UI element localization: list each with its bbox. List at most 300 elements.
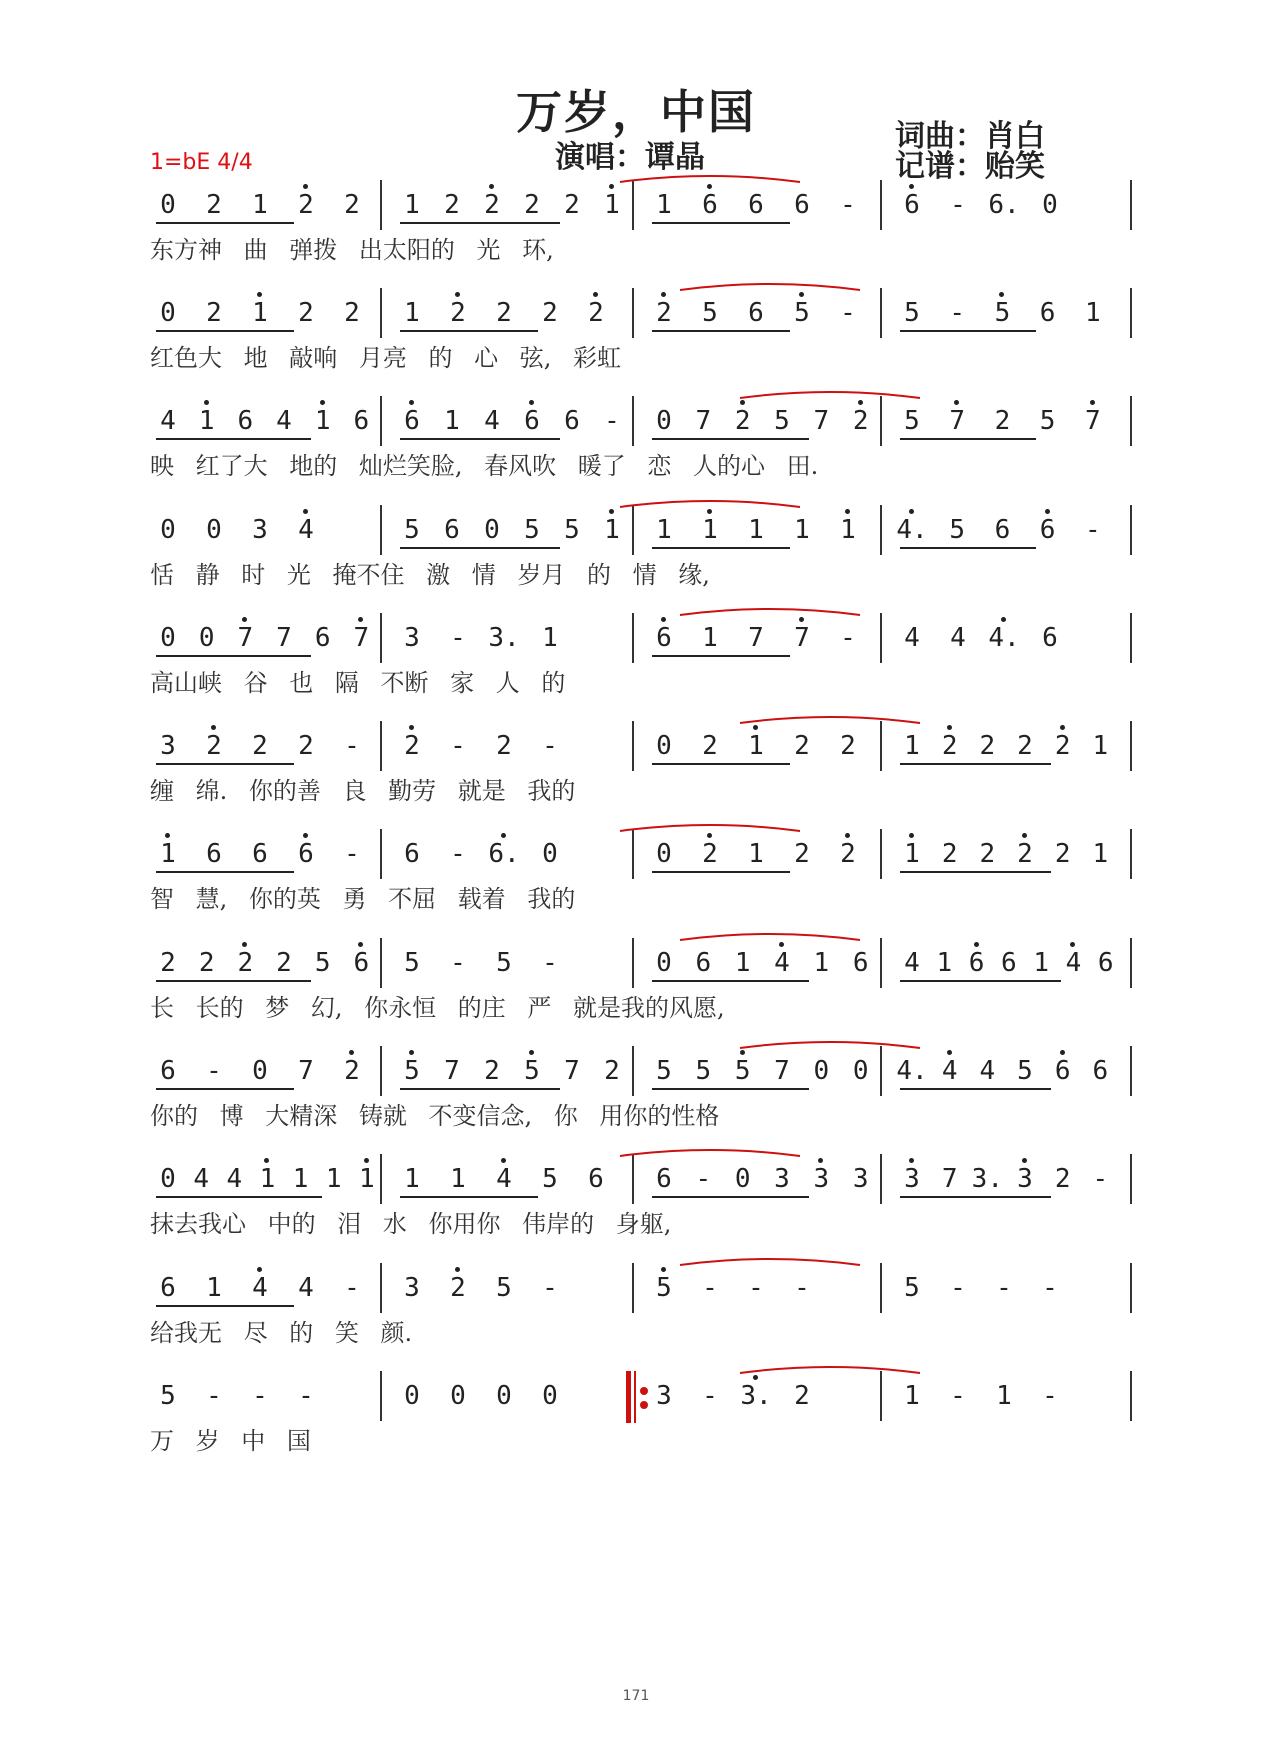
jianpu-note: 2 bbox=[484, 1056, 500, 1086]
jianpu-note: 1 bbox=[656, 515, 672, 545]
jianpu-note: 2 bbox=[524, 190, 540, 220]
jianpu-note: 5 bbox=[656, 1056, 672, 1086]
octave-dot bbox=[501, 1158, 506, 1163]
beam-underline bbox=[652, 1088, 809, 1090]
jianpu-note: 4 bbox=[298, 515, 314, 545]
jianpu-note: 2 bbox=[702, 839, 718, 869]
jianpu-note: 6 bbox=[794, 190, 810, 220]
barline bbox=[632, 505, 634, 555]
jianpu-note: 6 bbox=[748, 298, 764, 328]
jianpu-note: 5 bbox=[524, 515, 540, 545]
jianpu-note: - bbox=[604, 406, 620, 436]
octave-dot bbox=[489, 184, 494, 189]
barline bbox=[632, 938, 634, 988]
slur bbox=[680, 284, 860, 290]
jianpu-note: 3. bbox=[488, 623, 520, 653]
jianpu-note: 5 bbox=[496, 948, 512, 978]
beam-underline bbox=[156, 871, 294, 873]
jianpu-note: - bbox=[949, 298, 966, 328]
jianpu-note: 7 bbox=[794, 623, 810, 653]
lyric-line: 抹去我心 中的 泪 水 你用你 伟岸的 身躯, bbox=[150, 1210, 672, 1238]
jianpu-note: 2 bbox=[979, 839, 996, 869]
slur bbox=[740, 717, 920, 723]
barline bbox=[380, 1371, 382, 1421]
jianpu-note: 6 bbox=[656, 1164, 672, 1194]
barline bbox=[1130, 829, 1132, 879]
jianpu-note: - bbox=[298, 1381, 314, 1411]
beam-underline bbox=[900, 547, 1036, 549]
beam-underline bbox=[156, 980, 311, 982]
octave-dot bbox=[303, 509, 308, 514]
repeat-barline-thin bbox=[634, 1371, 636, 1423]
page-number: 171 bbox=[622, 1688, 650, 1704]
jianpu-note: 5 bbox=[994, 298, 1011, 328]
jianpu-note: 2 bbox=[734, 406, 751, 436]
octave-dot bbox=[753, 725, 758, 730]
jianpu-note: 2 bbox=[588, 298, 604, 328]
jianpu-note: 5 bbox=[1017, 1056, 1033, 1086]
barline bbox=[632, 613, 634, 663]
jianpu-note: 0 bbox=[160, 1164, 176, 1194]
jianpu-note: 0 bbox=[160, 190, 176, 220]
jianpu-note: 3 bbox=[404, 1273, 420, 1303]
beam-underline bbox=[156, 222, 294, 224]
octave-dot bbox=[947, 1050, 952, 1055]
barline bbox=[632, 288, 634, 338]
jianpu-note: 1 bbox=[359, 1164, 375, 1194]
octave-dot bbox=[1001, 617, 1006, 622]
jianpu-note: 6 bbox=[206, 839, 222, 869]
jianpu-note: 2 bbox=[794, 839, 810, 869]
jianpu-note: 6 bbox=[524, 406, 540, 436]
jianpu-note: 1 bbox=[325, 1164, 342, 1194]
jianpu-note: - bbox=[840, 623, 856, 653]
jianpu-note: - bbox=[702, 1381, 718, 1411]
beam-underline bbox=[652, 1196, 809, 1198]
jianpu-note: 2 bbox=[564, 190, 580, 220]
octave-dot bbox=[257, 1267, 262, 1272]
octave-dot bbox=[257, 292, 262, 297]
jianpu-note: 1 bbox=[604, 190, 620, 220]
octave-dot bbox=[358, 942, 363, 947]
lyric-line: 东方神 曲 弹拨 出太阳的 光 环, bbox=[150, 236, 554, 264]
jianpu-note: 2 bbox=[484, 190, 500, 220]
beam-underline bbox=[156, 1196, 322, 1198]
jianpu-note: 7 bbox=[353, 623, 370, 653]
jianpu-note: 4 bbox=[904, 948, 920, 978]
jianpu-note: 6 bbox=[994, 515, 1011, 545]
octave-dot bbox=[242, 942, 247, 947]
jianpu-note: 0 bbox=[656, 406, 672, 436]
jianpu-note: 1 bbox=[794, 515, 810, 545]
jianpu-note: 6 bbox=[656, 623, 672, 653]
barline bbox=[880, 1263, 882, 1313]
octave-dot bbox=[320, 400, 325, 405]
beam-underline bbox=[652, 763, 790, 765]
jianpu-note: 5 bbox=[695, 1056, 712, 1086]
octave-dot bbox=[593, 292, 598, 297]
jianpu-note: 4. bbox=[988, 623, 1020, 653]
jianpu-note: 2 bbox=[840, 731, 856, 761]
jianpu-note: 1 bbox=[936, 948, 953, 978]
octave-dot bbox=[779, 942, 784, 947]
barline bbox=[380, 1046, 382, 1096]
slur bbox=[620, 501, 800, 507]
lyric-line: 红色大 地 敲响 月亮 的 心 弦, 彩虹 bbox=[150, 344, 622, 372]
jianpu-note: 2 bbox=[237, 948, 254, 978]
jianpu-note: 5 bbox=[656, 1273, 672, 1303]
jianpu-note: 6 bbox=[404, 839, 420, 869]
jianpu-note: 1 bbox=[542, 623, 558, 653]
jianpu-note: - bbox=[344, 839, 360, 869]
barline bbox=[1130, 1263, 1132, 1313]
beam-underline bbox=[900, 330, 1036, 332]
jianpu-note: 2 bbox=[994, 406, 1011, 436]
jianpu-note: 1 bbox=[656, 190, 672, 220]
jianpu-note: 0 bbox=[496, 1381, 512, 1411]
jianpu-note: 3 bbox=[852, 1164, 869, 1194]
jianpu-note: 6 bbox=[1001, 948, 1017, 978]
octave-dot bbox=[707, 184, 712, 189]
jianpu-note: 5 bbox=[404, 948, 420, 978]
jianpu-note: 4 bbox=[1065, 948, 1082, 978]
jianpu-note: 3 bbox=[404, 623, 420, 653]
jianpu-note: - bbox=[344, 731, 360, 761]
jianpu-note: 4 bbox=[941, 1056, 958, 1086]
barline bbox=[380, 829, 382, 879]
jianpu-note: 6 bbox=[160, 1273, 176, 1303]
octave-dot bbox=[349, 1050, 354, 1055]
jianpu-note: 1 bbox=[160, 839, 176, 869]
octave-dot bbox=[1022, 833, 1027, 838]
jianpu-note: 5 bbox=[904, 406, 920, 436]
octave-dot bbox=[1090, 400, 1095, 405]
octave-dot bbox=[1045, 509, 1050, 514]
jianpu-note: 6 bbox=[1097, 948, 1114, 978]
slur bbox=[620, 176, 800, 182]
jianpu-note: - bbox=[450, 731, 466, 761]
jianpu-note: 2 bbox=[979, 731, 996, 761]
jianpu-note: - bbox=[542, 1273, 558, 1303]
octave-dot bbox=[303, 833, 308, 838]
jianpu-note: 1 bbox=[1092, 839, 1109, 869]
barline bbox=[880, 288, 882, 338]
barline bbox=[380, 721, 382, 771]
jianpu-note: 0 bbox=[656, 948, 672, 978]
slur bbox=[620, 825, 800, 831]
jianpu-note: 1 bbox=[292, 1164, 309, 1194]
barline bbox=[1130, 1046, 1132, 1096]
jianpu-note: 0 bbox=[206, 515, 222, 545]
jianpu-note: - bbox=[794, 1273, 810, 1303]
jianpu-note: 6 bbox=[252, 839, 268, 869]
jianpu-note: - bbox=[950, 1381, 966, 1411]
jianpu-note: 6 bbox=[404, 406, 420, 436]
beam-underline bbox=[400, 438, 560, 440]
jianpu-note: 6 bbox=[160, 1056, 176, 1086]
jianpu-note: - bbox=[1092, 1164, 1109, 1194]
barline bbox=[1130, 938, 1132, 988]
octave-dot bbox=[740, 400, 745, 405]
jianpu-note: 4 bbox=[298, 1273, 314, 1303]
jianpu-note: 7 bbox=[276, 623, 292, 653]
jianpu-note: 6 bbox=[852, 948, 869, 978]
jianpu-note: 7 bbox=[237, 623, 254, 653]
jianpu-note: 6. bbox=[488, 839, 520, 869]
octave-dot bbox=[909, 833, 914, 838]
jianpu-note: 2 bbox=[450, 1273, 466, 1303]
jianpu-note: 1 bbox=[702, 623, 718, 653]
jianpu-note: 6 bbox=[588, 1164, 604, 1194]
jianpu-note: 2 bbox=[794, 1381, 810, 1411]
beam-underline bbox=[400, 222, 560, 224]
jianpu-note: 6 bbox=[1039, 298, 1056, 328]
jianpu-note: 1 bbox=[1092, 731, 1109, 761]
jianpu-note: 3 bbox=[813, 1164, 830, 1194]
jianpu-note: 6 bbox=[353, 406, 370, 436]
barline bbox=[632, 1263, 634, 1313]
barline bbox=[632, 721, 634, 771]
octave-dot bbox=[1022, 1158, 1027, 1163]
octave-dot bbox=[707, 833, 712, 838]
jianpu-note: 4 bbox=[950, 623, 966, 653]
beam-underline bbox=[400, 1088, 560, 1090]
jianpu-note: 4 bbox=[160, 406, 176, 436]
octave-dot bbox=[947, 725, 952, 730]
beam-underline bbox=[900, 871, 1051, 873]
octave-dot bbox=[242, 617, 247, 622]
jianpu-note: 2 bbox=[702, 731, 718, 761]
octave-dot bbox=[264, 1158, 269, 1163]
jianpu-note: 2 bbox=[1054, 1164, 1071, 1194]
jianpu-note: - bbox=[450, 948, 466, 978]
octave-dot bbox=[609, 184, 614, 189]
jianpu-note: 2 bbox=[656, 298, 672, 328]
jianpu-note: 1 bbox=[702, 515, 718, 545]
jianpu-note: 0 bbox=[1042, 190, 1058, 220]
beam-underline bbox=[900, 1088, 1051, 1090]
jianpu-note: 3 bbox=[904, 1164, 920, 1194]
jianpu-note: 4 bbox=[276, 406, 292, 436]
jianpu-note: 5 bbox=[904, 298, 920, 328]
slur bbox=[680, 609, 860, 615]
jianpu-note: 2 bbox=[794, 731, 810, 761]
jianpu-note: 5 bbox=[702, 298, 718, 328]
jianpu-note: 7 bbox=[774, 1056, 790, 1086]
jianpu-note: 6 bbox=[314, 623, 331, 653]
jianpu-note: - bbox=[450, 839, 466, 869]
jianpu-note: 0 bbox=[734, 1164, 751, 1194]
jianpu-note: - bbox=[206, 1056, 222, 1086]
singer-credit: 演唱：谭晶 bbox=[555, 140, 705, 175]
composer-credit: 词曲：肖白 bbox=[895, 119, 1045, 154]
octave-dot bbox=[364, 1158, 369, 1163]
jianpu-note: 4 bbox=[226, 1164, 243, 1194]
jianpu-note: 2 bbox=[206, 731, 222, 761]
beam-underline bbox=[156, 1305, 294, 1307]
jianpu-note: 6 bbox=[748, 190, 764, 220]
jianpu-note: 7 bbox=[941, 1164, 958, 1194]
jianpu-note: - bbox=[1042, 1273, 1058, 1303]
jianpu-note: - bbox=[702, 1273, 718, 1303]
key-signature: 1=bE 4/4 bbox=[150, 150, 253, 175]
jianpu-note: 5 bbox=[542, 1164, 558, 1194]
beam-underline bbox=[652, 655, 790, 657]
octave-dot bbox=[954, 400, 959, 405]
jianpu-note: 1 bbox=[259, 1164, 276, 1194]
jianpu-note: 7 bbox=[444, 1056, 460, 1086]
beam-underline bbox=[400, 547, 560, 549]
octave-dot bbox=[455, 292, 460, 297]
jianpu-note: - bbox=[542, 948, 558, 978]
jianpu-note: 2 bbox=[941, 731, 958, 761]
octave-dot bbox=[1070, 942, 1075, 947]
jianpu-note: 1 bbox=[904, 839, 920, 869]
jianpu-note: 7 bbox=[695, 406, 712, 436]
jianpu-note: 1 bbox=[734, 948, 751, 978]
octave-dot bbox=[799, 617, 804, 622]
jianpu-note: 1 bbox=[840, 515, 856, 545]
octave-dot bbox=[204, 400, 209, 405]
lyric-line: 给我无 尽 的 笑 颜. bbox=[150, 1319, 413, 1347]
jianpu-note: 4 bbox=[774, 948, 790, 978]
jianpu-note: 3 bbox=[656, 1381, 672, 1411]
song-title: 万岁，中国 bbox=[516, 85, 756, 139]
jianpu-note: - bbox=[1084, 515, 1101, 545]
octave-dot bbox=[845, 509, 850, 514]
jianpu-note: 4 bbox=[193, 1164, 209, 1194]
octave-dot bbox=[211, 725, 216, 730]
barline bbox=[1130, 613, 1132, 663]
octave-dot bbox=[609, 509, 614, 514]
jianpu-note: 0 bbox=[542, 839, 558, 869]
octave-dot bbox=[661, 292, 666, 297]
beam-underline bbox=[652, 871, 790, 873]
jianpu-note: 2 bbox=[941, 839, 958, 869]
jianpu-note: - bbox=[950, 190, 966, 220]
jianpu-note: 2 bbox=[298, 190, 314, 220]
beam-underline bbox=[400, 330, 538, 332]
octave-dot bbox=[409, 1050, 414, 1055]
jianpu-note: 7 bbox=[949, 406, 966, 436]
beam-underline bbox=[900, 438, 1036, 440]
beam-underline bbox=[652, 330, 790, 332]
barline bbox=[632, 1154, 634, 1204]
jianpu-note: 1 bbox=[444, 406, 460, 436]
octave-dot bbox=[303, 184, 308, 189]
jianpu-note: 1 bbox=[1033, 948, 1049, 978]
octave-dot bbox=[1060, 1050, 1065, 1055]
jianpu-note: 2 bbox=[206, 190, 222, 220]
jianpu-note: 4 bbox=[496, 1164, 512, 1194]
jianpu-note: 0 bbox=[160, 623, 176, 653]
jianpu-note: 5 bbox=[314, 948, 331, 978]
jianpu-note: 5 bbox=[794, 298, 810, 328]
octave-dot bbox=[909, 184, 914, 189]
jianpu-note: 6. bbox=[988, 190, 1020, 220]
jianpu-note: 0 bbox=[160, 515, 176, 545]
jianpu-note: 6 bbox=[1039, 515, 1056, 545]
octave-dot bbox=[753, 1375, 758, 1380]
barline bbox=[1130, 288, 1132, 338]
beam-underline bbox=[900, 1196, 1051, 1198]
octave-dot bbox=[799, 292, 804, 297]
octave-dot bbox=[165, 833, 170, 838]
jianpu-note: 4 bbox=[904, 623, 920, 653]
jianpu-note: 0 bbox=[656, 731, 672, 761]
jianpu-note: - bbox=[840, 298, 856, 328]
jianpu-note: 6 bbox=[353, 948, 370, 978]
jianpu-note: 5 bbox=[949, 515, 966, 545]
jianpu-note: 2 bbox=[206, 298, 222, 328]
jianpu-note: 3. bbox=[740, 1381, 772, 1411]
jianpu-note: 0 bbox=[656, 839, 672, 869]
barline bbox=[1130, 1154, 1132, 1204]
beam-underline bbox=[652, 980, 809, 982]
jianpu-note: 2 bbox=[404, 731, 420, 761]
barline bbox=[1130, 180, 1132, 230]
lyric-line: 长 长的 梦 幻, 你永恒 的庄 严 就是我的风愿, bbox=[150, 994, 725, 1022]
jianpu-note: 2 bbox=[1054, 839, 1071, 869]
jianpu-note: 1 bbox=[404, 1164, 420, 1194]
jianpu-note: - bbox=[695, 1164, 712, 1194]
octave-dot bbox=[707, 509, 712, 514]
octave-dot bbox=[501, 833, 506, 838]
jianpu-note: 0 bbox=[450, 1381, 466, 1411]
jianpu-note: - bbox=[344, 1273, 360, 1303]
jianpu-note: 5 bbox=[404, 515, 420, 545]
octave-dot bbox=[409, 400, 414, 405]
barline bbox=[880, 721, 882, 771]
jianpu-note: 2 bbox=[344, 1056, 360, 1086]
jianpu-note: - bbox=[748, 1273, 764, 1303]
jianpu-note: 6 bbox=[237, 406, 254, 436]
jianpu-note: 5 bbox=[1039, 406, 1056, 436]
jianpu-note: 6 bbox=[695, 948, 712, 978]
jianpu-note: 6 bbox=[564, 406, 580, 436]
octave-dot bbox=[999, 292, 1004, 297]
beam-underline bbox=[900, 763, 1051, 765]
jianpu-note: 0 bbox=[160, 298, 176, 328]
jianpu-note: 4. bbox=[896, 515, 928, 545]
transcriber-credit: 记谱：贻笑 bbox=[895, 149, 1045, 184]
jianpu-note: 5 bbox=[524, 1056, 540, 1086]
jianpu-note: 5 bbox=[496, 1273, 512, 1303]
jianpu-note: 2 bbox=[198, 948, 215, 978]
jianpu-note: - bbox=[542, 731, 558, 761]
octave-dot bbox=[661, 617, 666, 622]
jianpu-note: 4 bbox=[484, 406, 500, 436]
jianpu-note: 0 bbox=[813, 1056, 830, 1086]
jianpu-note: 7 bbox=[813, 406, 830, 436]
jianpu-note: 1 bbox=[198, 406, 215, 436]
jianpu-note: 2 bbox=[298, 298, 314, 328]
beam-underline bbox=[652, 438, 809, 440]
barline bbox=[632, 180, 634, 230]
lyric-line: 智 慧, 你的英 勇 不屈 载着 我的 bbox=[150, 885, 576, 913]
jianpu-note: 1 bbox=[604, 515, 620, 545]
octave-dot bbox=[529, 400, 534, 405]
beam-underline bbox=[156, 330, 294, 332]
jianpu-note: 3 bbox=[160, 731, 176, 761]
beam-underline bbox=[156, 763, 294, 765]
jianpu-note: 2 bbox=[444, 190, 460, 220]
jianpu-note: - bbox=[840, 190, 856, 220]
octave-dot bbox=[818, 1158, 823, 1163]
lyric-line: 映 红了大 地的 灿烂笑脸, 春风吹 暖了 恋 人的心 田. bbox=[150, 452, 819, 480]
jianpu-note: 6 bbox=[968, 948, 985, 978]
jianpu-note: 1 bbox=[996, 1381, 1012, 1411]
